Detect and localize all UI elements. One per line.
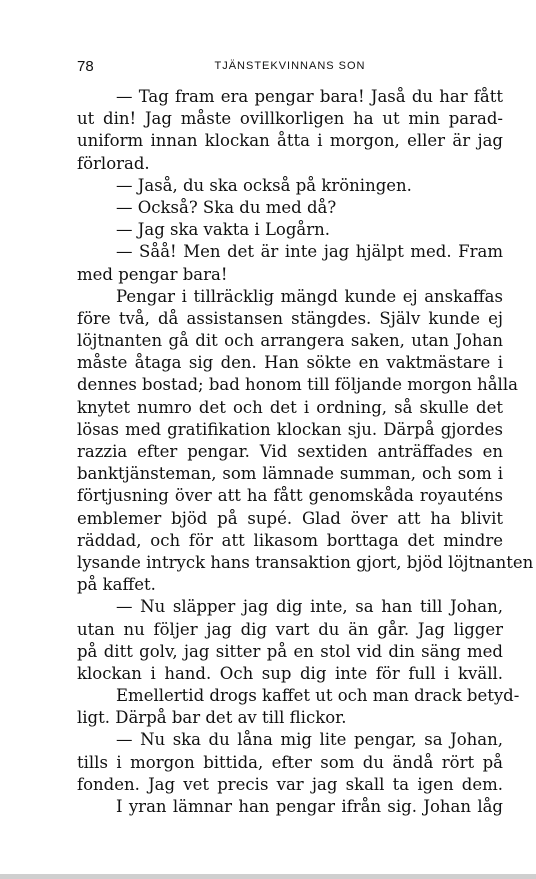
page-bottom-edge <box>0 874 536 879</box>
running-title: TJÄNSTEKVINNANS SON <box>214 60 366 72</box>
text-line: — Jag ska vakta i Logårn. <box>116 220 330 240</box>
text-line: lösas med gratifikation klockan sju. Därpå gjordes <box>77 419 503 439</box>
text-line: — Nu ska du låna mig lite pengar, sa Johan, <box>116 730 503 750</box>
page-header <box>77 58 503 78</box>
text-line: — Tag fram era pengar bara! Jaså du har fått <box>116 87 503 106</box>
text-line: före två, då assistansen stängdes. Själv kunde ej <box>77 308 503 328</box>
text-line: uniform innan klockan åtta i morgon, eller är jag <box>77 131 503 151</box>
text-line: Pengar i tillräcklig mängd kunde ej anskaffas <box>116 286 503 306</box>
text-line: Emellertid drogs kaffet ut och man drack betyd- <box>116 686 520 706</box>
text-line: I yran lämnar han pengar ifrån sig. Johan låg <box>116 797 503 816</box>
text-line: emblemer bjöd på supé. Glad över att ha blivit <box>77 508 503 528</box>
text-line: lysande intryck hans transaktion gjort, bjöd löjtnanten <box>77 552 534 572</box>
page-number: 78 <box>77 58 94 75</box>
text-line: räddad, och för att likasom borttaga det mindre <box>77 530 503 550</box>
text-line: — Nu släpper jag dig inte, sa han till Johan, <box>116 597 503 617</box>
body-text <box>77 86 534 818</box>
text-line: förtjusning över att ha fått genomskåda royauténs <box>77 486 503 506</box>
text-line: — Jaså, du ska också på kröningen. <box>116 175 412 195</box>
text-line: razzia efter pengar. Vid sextiden anträffades en <box>77 442 503 461</box>
text-line: utan nu följer jag dig vart du än går. Jag ligger <box>77 619 503 639</box>
text-line: förlorad. <box>77 153 150 173</box>
text-line: — Såå! Men det är inte jag hjälpt med. Fram <box>116 242 503 262</box>
text-line: dennes bostad; bad honom till följande morgon hålla <box>77 375 518 395</box>
text-line: klockan i hand. Och sup dig inte för full i kväll. <box>77 663 503 683</box>
text-line: ut din! Jag måste ovillkorligen ha ut min parad- <box>77 109 503 129</box>
text-line: med pengar bara! <box>77 264 228 284</box>
text-line: knytet numro det och det i ordning, så skulle det <box>77 397 503 417</box>
text-line: — Också? Ska du med då? <box>116 197 337 217</box>
text-line: ligt. Därpå bar det av till flickor. <box>77 708 347 728</box>
text-line: måste åtaga sig den. Han sökte en vaktmästare i <box>77 353 503 373</box>
text-line: fonden. Jag vet precis var jag skall ta igen dem. <box>77 774 503 794</box>
text-line: på ditt golv, jag sitter på en stol vid din säng med <box>77 641 503 661</box>
text-line: löjtnanten gå dit och arrangera saken, utan Johan <box>77 331 503 351</box>
text-line: på kaffet. <box>77 575 156 595</box>
text-line: tills i morgon bittida, efter som du ändå rört på <box>77 752 503 772</box>
text-line: banktjänsteman, som lämnade summan, och som i <box>77 464 503 484</box>
